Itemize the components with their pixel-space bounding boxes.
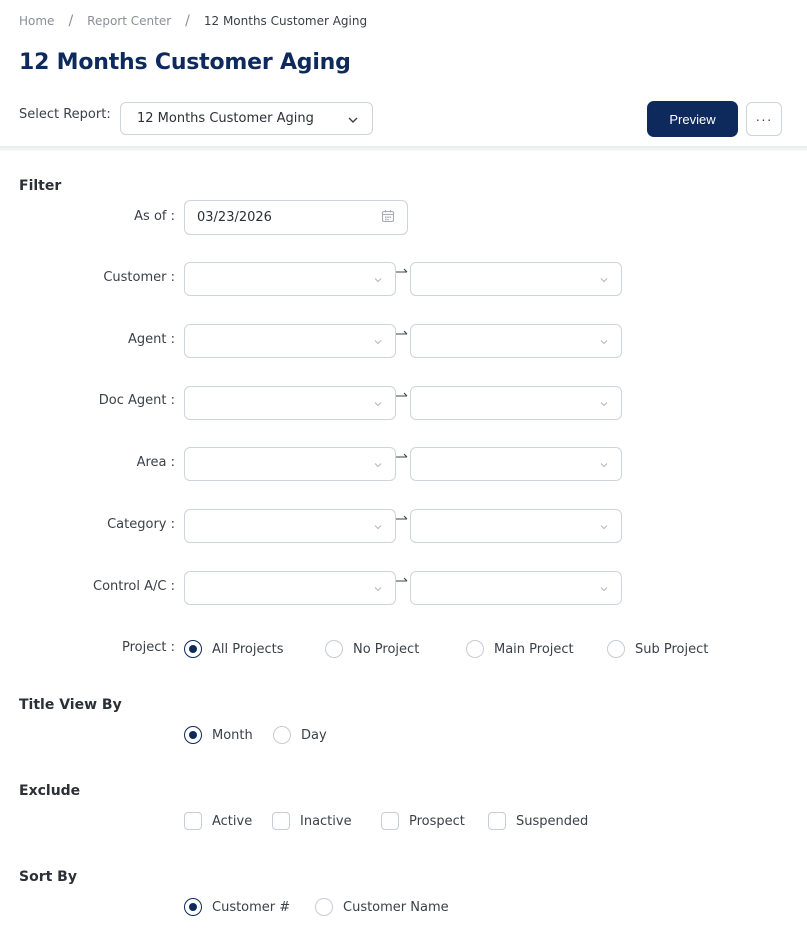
exclude-section-title: Exclude	[19, 783, 81, 799]
sort-option-label: Customer #	[212, 899, 291, 915]
chevron-down-icon	[599, 399, 609, 409]
category-from-select[interactable]	[184, 509, 396, 543]
project-label: Project :	[122, 640, 175, 655]
report-select-value: 12 Months Customer Aging	[137, 111, 314, 126]
breadcrumb-separator: /	[68, 13, 74, 29]
doc-agent-from-select[interactable]	[184, 386, 396, 420]
header-divider	[0, 146, 807, 151]
chevron-down-icon	[599, 522, 609, 532]
select-report-label: Select Report:	[19, 107, 111, 122]
calendar-icon[interactable]	[381, 209, 395, 227]
sort-option-customer-number[interactable]	[184, 898, 315, 916]
arrow-right-icon	[396, 453, 408, 461]
ellipsis-icon: ···	[755, 111, 773, 127]
exclude-option-suspended[interactable]	[488, 812, 588, 830]
area-label: Area :	[136, 455, 175, 470]
project-option-none[interactable]	[325, 640, 466, 658]
as-of-date-value: 03/23/2026	[197, 210, 272, 225]
control-ac-to-select[interactable]	[410, 571, 622, 605]
area-from-select[interactable]	[184, 447, 396, 481]
sort-option-label: Customer Name	[343, 899, 449, 915]
exclude-option-label: Suspended	[516, 813, 589, 829]
title-view-option-day[interactable]	[273, 726, 327, 744]
chevron-down-icon	[373, 522, 383, 532]
title-view-option-month[interactable]	[184, 726, 273, 744]
title-view-by-radio-group	[184, 726, 327, 744]
project-option-all[interactable]	[184, 640, 325, 658]
project-option-label: All Projects	[212, 641, 284, 657]
checkbox[interactable]	[272, 812, 290, 830]
radio-button[interactable]	[184, 898, 202, 916]
arrow-right-icon	[396, 268, 408, 276]
checkbox[interactable]	[488, 812, 506, 830]
exclude-option-label: Prospect	[409, 813, 465, 829]
title-view-option-label: Month	[212, 727, 253, 743]
radio-button[interactable]	[273, 726, 291, 744]
sort-by-radio-group	[184, 898, 449, 916]
arrow-right-icon	[396, 515, 408, 523]
chevron-down-icon	[373, 399, 383, 409]
project-option-label: Sub Project	[635, 641, 709, 657]
checkbox[interactable]	[381, 812, 399, 830]
title-view-option-label: Day	[301, 727, 327, 743]
arrow-right-icon	[396, 392, 408, 400]
chevron-down-icon	[348, 116, 358, 126]
project-option-sub[interactable]	[607, 640, 708, 658]
project-option-label: No Project	[353, 641, 420, 657]
area-to-select[interactable]	[410, 447, 622, 481]
arrow-right-icon	[396, 577, 408, 585]
more-options-button[interactable]	[746, 102, 782, 136]
preview-button[interactable]: Preview	[648, 102, 737, 136]
report-select[interactable]	[120, 102, 373, 135]
category-to-select[interactable]	[410, 509, 622, 543]
agent-to-select[interactable]	[410, 324, 622, 358]
as-of-label: As of :	[134, 209, 175, 224]
breadcrumb-report-center[interactable]: Report Center	[87, 14, 172, 28]
exclude-option-prospect[interactable]	[381, 812, 488, 830]
exclude-option-label: Active	[212, 813, 253, 829]
exclude-option-active[interactable]	[184, 812, 272, 830]
radio-button[interactable]	[325, 640, 343, 658]
title-view-by-section-title: Title View By	[19, 697, 122, 713]
agent-label: Agent :	[128, 332, 175, 347]
radio-button[interactable]	[184, 640, 202, 658]
chevron-down-icon	[373, 460, 383, 470]
chevron-down-icon	[373, 275, 383, 285]
breadcrumb-current: 12 Months Customer Aging	[203, 14, 368, 28]
page-title: 12 Months Customer Aging	[19, 50, 351, 75]
breadcrumb-separator: /	[185, 13, 190, 29]
arrow-right-icon	[396, 330, 408, 338]
radio-button[interactable]	[184, 726, 202, 744]
breadcrumb	[19, 12, 367, 30]
chevron-down-icon	[599, 584, 609, 594]
radio-button[interactable]	[607, 640, 625, 658]
control-ac-from-select[interactable]	[184, 571, 396, 605]
filter-section-title: Filter	[19, 178, 62, 194]
exclude-checkbox-group	[184, 812, 588, 830]
project-option-label: Main Project	[494, 641, 574, 657]
chevron-down-icon	[599, 275, 609, 285]
checkbox[interactable]	[184, 812, 202, 830]
sort-option-customer-name[interactable]	[315, 898, 449, 916]
customer-to-select[interactable]	[410, 262, 622, 296]
customer-label: Customer :	[103, 270, 175, 285]
control-ac-label: Control A/C :	[93, 579, 175, 594]
chevron-down-icon	[373, 584, 383, 594]
as-of-date-input[interactable]	[184, 200, 408, 235]
sort-by-section-title: Sort By	[19, 869, 77, 885]
radio-button[interactable]	[466, 640, 484, 658]
project-option-main[interactable]	[466, 640, 607, 658]
exclude-option-label: Inactive	[300, 813, 352, 829]
radio-button[interactable]	[315, 898, 333, 916]
breadcrumb-home[interactable]: Home	[19, 14, 55, 28]
chevron-down-icon	[373, 337, 383, 347]
agent-from-select[interactable]	[184, 324, 396, 358]
exclude-option-inactive[interactable]	[272, 812, 381, 830]
chevron-down-icon	[599, 460, 609, 470]
doc-agent-label: Doc Agent :	[98, 393, 175, 408]
category-label: Category :	[107, 517, 175, 532]
project-radio-group	[184, 640, 708, 658]
chevron-down-icon	[599, 337, 609, 347]
doc-agent-to-select[interactable]	[410, 386, 622, 420]
customer-from-select[interactable]	[184, 262, 396, 296]
